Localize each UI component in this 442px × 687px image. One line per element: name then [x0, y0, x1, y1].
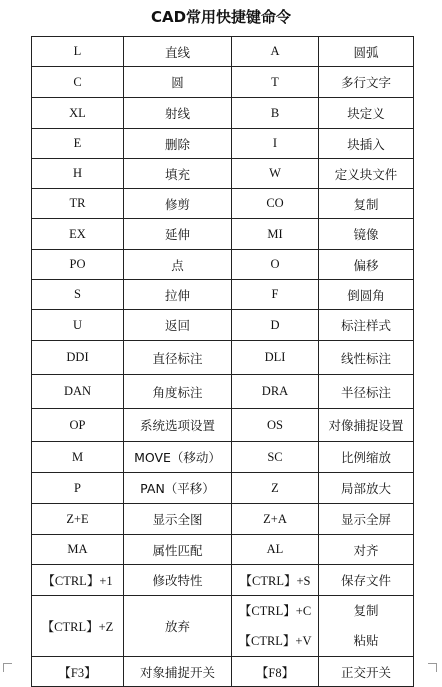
command-name-cell [124, 219, 232, 250]
command-shortcut-cell [32, 565, 124, 596]
command-name: 定义块文件 [334, 166, 398, 182]
table-row [32, 189, 414, 219]
command-name: 保存文件 [340, 573, 391, 588]
command-shortcut-cell [32, 67, 124, 98]
shortcut-table [31, 36, 414, 687]
command-name: 返回 [164, 318, 190, 333]
command-name: 显示全屏 [340, 512, 391, 527]
table-row [32, 129, 414, 159]
command-shortcut: 【CTRL】+V [238, 634, 312, 648]
command-shortcut: 【CTRL】+Z [41, 620, 114, 634]
command-name: 属性匹配 [152, 542, 203, 558]
command-name-cell [124, 473, 232, 504]
command-shortcut: T [271, 74, 279, 89]
command-name-cell [124, 67, 232, 98]
command-name-cell [319, 189, 414, 219]
table-row [32, 341, 414, 375]
table-row [32, 375, 414, 409]
command-name-cell [319, 375, 414, 409]
command-name-cell [124, 442, 232, 473]
command-shortcut: PO [69, 257, 86, 271]
command-shortcut-cell [32, 409, 124, 442]
command-shortcut: DAN [63, 384, 92, 398]
command-name: 线性标注 [340, 350, 391, 366]
command-name: 块插入 [347, 136, 385, 152]
command-shortcut: U [72, 317, 83, 332]
command-name-cell [124, 189, 232, 219]
command-shortcut-cell [32, 341, 124, 375]
command-name-cell [319, 129, 414, 159]
command-shortcut: EX [69, 226, 86, 241]
table-row [32, 219, 414, 250]
command-name: PAN（平移） [140, 481, 215, 496]
command-name-cell [124, 250, 232, 280]
command-name: 对齐 [353, 542, 379, 558]
command-name-cell [319, 250, 414, 280]
command-name: 点 [171, 257, 184, 273]
command-name: 修剪 [164, 196, 190, 212]
command-shortcut: C [73, 74, 82, 89]
command-shortcut: 【CTRL】+1 [42, 574, 113, 588]
command-name: 直径标注 [152, 350, 203, 366]
command-name: 放弃 [164, 619, 190, 634]
command-name-cell [319, 409, 414, 442]
command-name: 多行文字 [340, 75, 391, 90]
command-name: 倒圆角 [347, 287, 385, 303]
command-name: 圆 [171, 75, 184, 90]
command-shortcut-cell [32, 129, 124, 159]
command-shortcut-cell [32, 657, 124, 687]
table-row [32, 159, 414, 189]
command-name-cell [319, 310, 414, 341]
command-name-cell [124, 98, 232, 129]
command-name-cell [124, 409, 232, 442]
command-shortcut: D [270, 317, 280, 332]
command-shortcut: TR [69, 196, 86, 210]
command-shortcut-cell [232, 189, 319, 219]
command-shortcut-cell [232, 129, 319, 159]
command-name: 对象捕捉开关 [139, 664, 215, 680]
command-name: 填充 [164, 166, 190, 182]
command-name: 对像捕捉设置 [328, 418, 404, 433]
command-shortcut: XL [69, 105, 86, 120]
command-shortcut-cell [32, 596, 124, 657]
command-name-cell [319, 504, 414, 535]
command-shortcut: MI [267, 226, 283, 241]
command-shortcut-cell [32, 250, 124, 280]
command-name-cell [319, 37, 414, 67]
command-shortcut: SC [267, 449, 283, 464]
command-shortcut-cell [232, 219, 319, 250]
table-row [32, 535, 414, 565]
command-name-cell [124, 535, 232, 565]
command-shortcut-cell [232, 310, 319, 341]
command-shortcut: 【F3】 [58, 665, 97, 680]
command-shortcut-cell [232, 67, 319, 98]
command-shortcut-cell [32, 375, 124, 409]
table-row [32, 473, 414, 504]
command-shortcut: A [270, 44, 280, 58]
command-name: 比例缩放 [340, 450, 391, 465]
command-shortcut-cell [32, 189, 124, 219]
command-name-cell [124, 310, 232, 341]
command-shortcut: 【CTRL】+S [239, 574, 311, 588]
command-shortcut-cell [232, 473, 319, 504]
command-shortcut: DDI [66, 350, 89, 364]
table-row [32, 409, 414, 442]
command-shortcut-cell [232, 504, 319, 535]
command-shortcut-cell [232, 375, 319, 409]
command-shortcut: W [269, 166, 281, 180]
command-name-cell [124, 341, 232, 375]
command-shortcut: MA [67, 542, 88, 556]
command-shortcut-cell [32, 159, 124, 189]
command-shortcut: B [270, 105, 280, 120]
command-name: 直线 [164, 44, 190, 60]
command-name: 复制 [353, 196, 379, 212]
command-name-cell [319, 98, 414, 129]
command-shortcut-cell [32, 535, 124, 565]
command-shortcut: I [272, 136, 278, 150]
command-name-cell [124, 504, 232, 535]
command-shortcut-cell [232, 250, 319, 280]
command-shortcut-cell [232, 98, 319, 129]
command-name: 正交开关 [340, 664, 391, 680]
command-shortcut-cell [32, 504, 124, 535]
command-shortcut: L [73, 44, 82, 58]
command-name-cell [124, 129, 232, 159]
command-shortcut: CO [266, 196, 284, 210]
table-row [32, 37, 414, 67]
command-shortcut-cell [232, 596, 319, 657]
command-name-cell [124, 657, 232, 687]
command-shortcut-cell [232, 442, 319, 473]
command-name-cell [124, 280, 232, 310]
table-row [32, 98, 414, 129]
command-name-cell [319, 657, 414, 687]
command-shortcut-cell [32, 219, 124, 250]
command-name-cell [124, 159, 232, 189]
command-name: 偏移 [353, 257, 379, 273]
command-name: 删除 [164, 136, 190, 152]
command-name-cell [319, 565, 414, 596]
command-shortcut-cell [32, 98, 124, 129]
command-name: 射线 [164, 106, 190, 121]
table-row [32, 280, 414, 310]
page-title: CAD常用快捷键命令 [150, 8, 292, 26]
command-name-cell [124, 37, 232, 67]
command-shortcut: 【F8】 [255, 665, 295, 680]
command-shortcut: AL [266, 542, 284, 556]
command-shortcut: OS [267, 417, 283, 432]
command-name: 半径标注 [340, 384, 391, 400]
table-row [32, 596, 414, 657]
page-corner-mark [428, 663, 437, 672]
command-shortcut: OP [69, 417, 86, 432]
command-shortcut: DRA [261, 384, 289, 398]
table-row [32, 442, 414, 473]
command-shortcut-cell [232, 657, 319, 687]
command-shortcut-cell [232, 535, 319, 565]
command-shortcut: P [74, 480, 81, 495]
command-shortcut-cell [232, 280, 319, 310]
command-name: 块定义 [347, 106, 385, 121]
command-shortcut: DLI [264, 350, 286, 364]
table-row [32, 565, 414, 596]
command-name-cell [124, 565, 232, 596]
command-shortcut: S [74, 287, 81, 301]
command-name-cell [319, 596, 414, 657]
command-name-cell [319, 442, 414, 473]
command-shortcut-cell [232, 409, 319, 442]
command-name: 镜像 [353, 227, 379, 242]
command-shortcut-cell [32, 442, 124, 473]
command-shortcut-cell [232, 159, 319, 189]
command-name: 拉伸 [164, 287, 190, 303]
command-name: 修改特性 [152, 573, 203, 588]
command-shortcut-cell [232, 565, 319, 596]
command-name: 标注样式 [340, 318, 391, 333]
table-row [32, 250, 414, 280]
command-name: 圆弧 [353, 44, 379, 60]
command-shortcut-cell [232, 37, 319, 67]
command-name-cell [319, 219, 414, 250]
table-row [32, 67, 414, 98]
command-shortcut: Z+A [263, 511, 287, 526]
command-name-cell [319, 341, 414, 375]
command-name-cell [319, 280, 414, 310]
command-name-cell [319, 535, 414, 565]
command-name: 角度标注 [152, 384, 203, 400]
command-shortcut: E [73, 136, 82, 150]
command-shortcut: Z [271, 480, 279, 495]
command-name: 复制 [353, 603, 379, 618]
table-row [32, 504, 414, 535]
command-name-cell [124, 596, 232, 657]
command-shortcut: 【CTRL】+C [238, 604, 312, 618]
command-name: 显示全图 [152, 512, 203, 527]
table-row [32, 310, 414, 341]
command-name: 粘贴 [353, 633, 379, 648]
command-name: 局部放大 [340, 481, 391, 496]
command-name: 延伸 [164, 227, 190, 242]
command-name-cell [319, 159, 414, 189]
page-corner-mark [3, 663, 12, 672]
command-shortcut: H [72, 166, 83, 180]
command-shortcut-cell [32, 473, 124, 504]
command-shortcut-cell [32, 37, 124, 67]
command-name-cell [124, 375, 232, 409]
command-name-cell [319, 473, 414, 504]
command-name: 系统选项设置 [139, 418, 215, 433]
command-shortcut: M [71, 449, 84, 464]
command-shortcut: F [271, 287, 279, 301]
command-shortcut: O [270, 257, 280, 271]
command-shortcut: Z+E [66, 511, 89, 526]
command-shortcut-cell [32, 310, 124, 341]
command-name-cell [319, 67, 414, 98]
command-shortcut-cell [232, 341, 319, 375]
table-row [32, 657, 414, 687]
command-name: MOVE（移动） [134, 450, 221, 465]
command-shortcut-cell [32, 280, 124, 310]
